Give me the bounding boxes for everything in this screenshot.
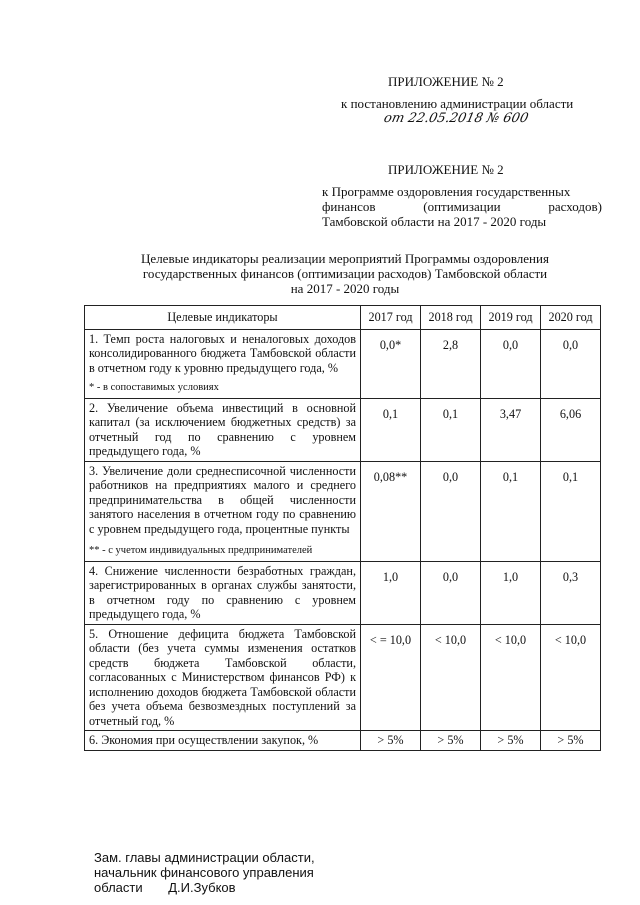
value-2020: 0,1 (541, 461, 601, 561)
value-2017: < = 10,0 (361, 624, 421, 731)
indicator-text: 4. Снижение численности безработных граждан, зарегистрированных в органах службы занятости, в отчетном году по сравнению с уровнем предыдущего года, % (89, 563, 356, 621)
heading-line3: на 2017 - 2020 годы (290, 281, 400, 296)
value-2017: 0,1 (361, 398, 421, 461)
appendix-ref-line1: к Программе оздоровления государственных (322, 184, 571, 199)
indicator-text: 6. Экономия при осуществлении закупок, % (89, 733, 319, 747)
appendix-ref-line2 (322, 199, 602, 214)
value-2017: > 5% (361, 731, 421, 751)
value-2020: 0,0 (541, 329, 601, 398)
appendix-title-1: ПРИЛОЖЕНИЕ № 2 (388, 74, 504, 89)
signature-line1: Зам. главы администрации области, (94, 850, 315, 865)
table-row (85, 461, 601, 561)
indicator-footnote: ** - с учетом индивидуальных предпринимателей (89, 545, 313, 556)
indicator-cell (85, 398, 361, 461)
table-header-row (85, 306, 601, 330)
indicators-table (84, 305, 601, 751)
table-row (85, 329, 601, 398)
value-2020: < 10,0 (541, 624, 601, 731)
indicator-text: 1. Темп роста налоговых и неналоговых доходов консолидированного бюджета Тамбовской области в отчетном году к уровню предыдущего года, % (89, 331, 356, 375)
table-row (85, 398, 601, 461)
handwritten-date-number: от 22.05.2018 № 600 (382, 111, 530, 126)
appendix-ref-word3: расходов) (548, 199, 602, 214)
value-2018: > 5% (421, 731, 481, 751)
header-2018: 2018 год (421, 306, 481, 330)
signature-area: области (94, 880, 143, 895)
indicator-cell (85, 461, 361, 561)
value-2018: 2,8 (421, 329, 481, 398)
indicator-cell (85, 731, 361, 751)
appendix-title-2: ПРИЛОЖЕНИЕ № 2 (388, 162, 504, 177)
indicator-cell (85, 624, 361, 731)
appendix-ref-decree: к постановлению администрации области (341, 96, 574, 111)
appendix-ref-program (322, 184, 602, 229)
value-2017: 0,0* (361, 329, 421, 398)
heading-line2: государственных финансов (оптимизации расходов) Тамбовской области (142, 266, 548, 281)
appendix-ref-line3: Тамбовской области на 2017 - 2020 годы (322, 214, 547, 229)
indicator-text: 3. Увеличение доли среднесписочной численности работников на предприятиях малого и среднего предпринимательства в общей численности занятого населения в отчетном году по сравнению с уровнем предыдущего года, процентные пункты (89, 463, 356, 536)
value-2019: > 5% (481, 731, 541, 751)
value-2019: 0,0 (481, 329, 541, 398)
value-2019: 1,0 (481, 561, 541, 624)
value-2018: 0,1 (421, 398, 481, 461)
heading-line1: Целевые индикаторы реализации мероприятий Программы оздоровления (141, 251, 549, 266)
signature-line2: начальник финансового управления (94, 865, 314, 880)
value-2019: 0,1 (481, 461, 541, 561)
value-2018: < 10,0 (421, 624, 481, 731)
indicator-cell (85, 561, 361, 624)
appendix-ref-word2: (оптимизации (423, 199, 501, 214)
appendix-ref-word1: финансов (322, 199, 376, 214)
value-2017: 0,08** (361, 461, 421, 561)
table-row (85, 561, 601, 624)
value-2019: < 10,0 (481, 624, 541, 731)
header-2019: 2019 год (481, 306, 541, 330)
value-2020: 0,3 (541, 561, 601, 624)
value-2020: 6,06 (541, 398, 601, 461)
header-2017: 2017 год (361, 306, 421, 330)
value-2020: > 5% (541, 731, 601, 751)
table-row (85, 624, 601, 731)
table-row (85, 731, 601, 751)
value-2019: 3,47 (481, 398, 541, 461)
document-heading (90, 251, 600, 296)
signature-block (94, 850, 315, 895)
indicator-text: 5. Отношение дефицита бюджета Тамбовской области (без учета суммы изменения остатков средств бюджета Тамбовской области, согласованных с Министерством финансов РФ) к исполнению доходов бюджета Тамбовской области без учета объема безвозмездных поступлений за отчетный год, % (89, 626, 356, 728)
signature-line3 (94, 880, 315, 895)
signatory-name: Д.И.Зубков (168, 880, 236, 895)
indicator-cell (85, 329, 361, 398)
header-indicators: Целевые индикаторы (85, 306, 361, 330)
value-2018: 0,0 (421, 561, 481, 624)
indicator-footnote: * - в сопоставимых условиях (89, 382, 219, 393)
value-2018: 0,0 (421, 461, 481, 561)
header-2020: 2020 год (541, 306, 601, 330)
value-2017: 1,0 (361, 561, 421, 624)
indicator-text: 2. Увеличение объема инвестиций в основной капитал (за исключением бюджетных средств) за отчетный год по сравнению с уровнем предыдущего года, % (89, 400, 356, 458)
